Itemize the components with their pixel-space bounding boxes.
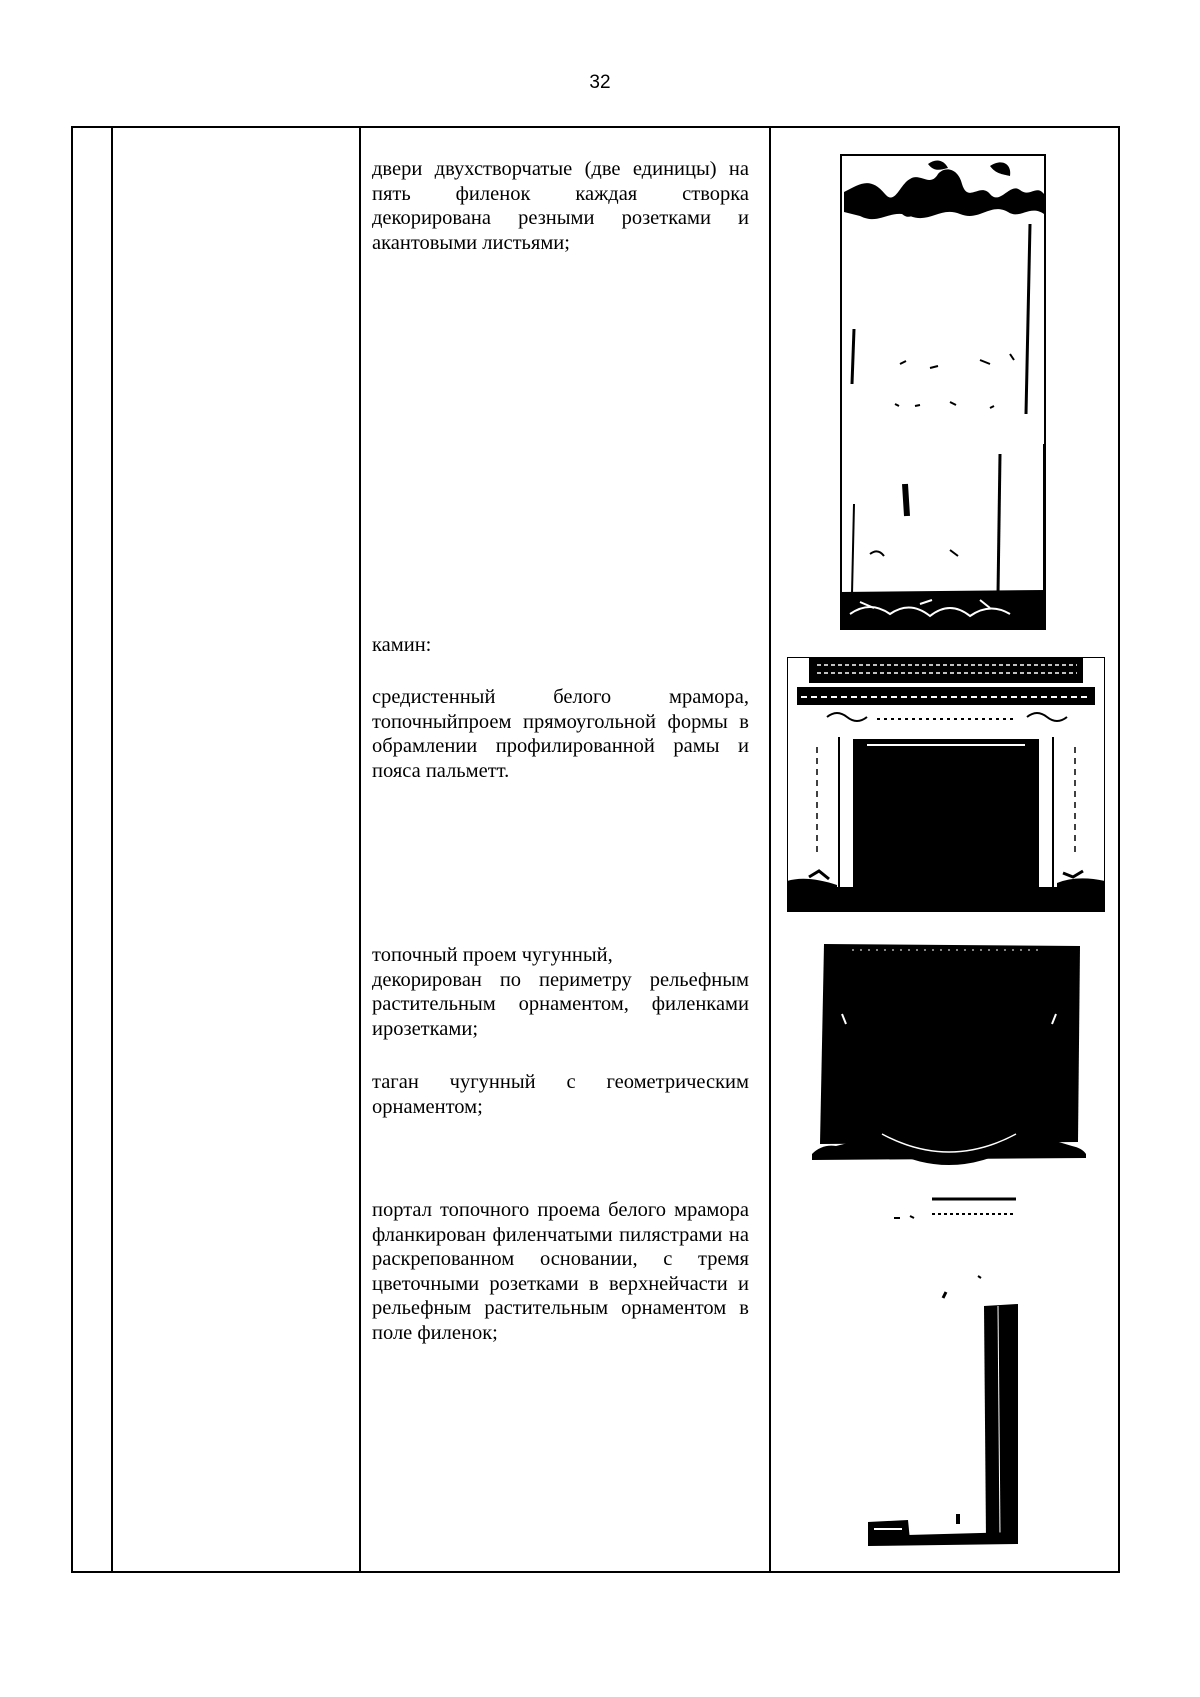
fireplace-icon <box>787 657 1105 912</box>
column-divider-1 <box>111 128 113 1571</box>
firebox-photo <box>812 944 1086 1170</box>
firebox-description: декорирован по периметру рельефным растительным орнаментом, филенками ирозетками; <box>372 968 749 1040</box>
fireplace-title: камин: <box>372 634 432 656</box>
page-number: 32 <box>589 72 611 93</box>
grate-description: таган чугунный с геометрическим орнаментом; <box>372 1071 749 1118</box>
pilaster-icon <box>866 1196 1018 1560</box>
doors-description: двери двухстворчатые (две единицы) на пять филенок каждая створка декорирована резными розетками и акантовыми листьями; <box>372 158 749 254</box>
door-photo <box>840 154 1046 630</box>
pilaster-photo <box>866 1196 1018 1560</box>
fireplace-photo <box>787 657 1105 912</box>
column-divider-2 <box>359 128 361 1571</box>
portal-description: портал топочного проема белого мрамора фланкирован филенчатыми пилястрами на раскрепованном основании, с тремя цветочными розетками в верхнейчасти и рельефным растительным орнаментом в поле филенок; <box>372 1199 749 1344</box>
firebox-description-line1: топочный проем чугунный, <box>372 944 613 966</box>
firebox-icon <box>812 944 1086 1170</box>
door-icon <box>840 154 1046 630</box>
column-divider-3 <box>769 128 771 1571</box>
fireplace-description: средистенный белого мрамора, топочныйпроем прямоугольной формы в обрамлении профилированной рамы и пояса пальметт. <box>372 686 749 782</box>
